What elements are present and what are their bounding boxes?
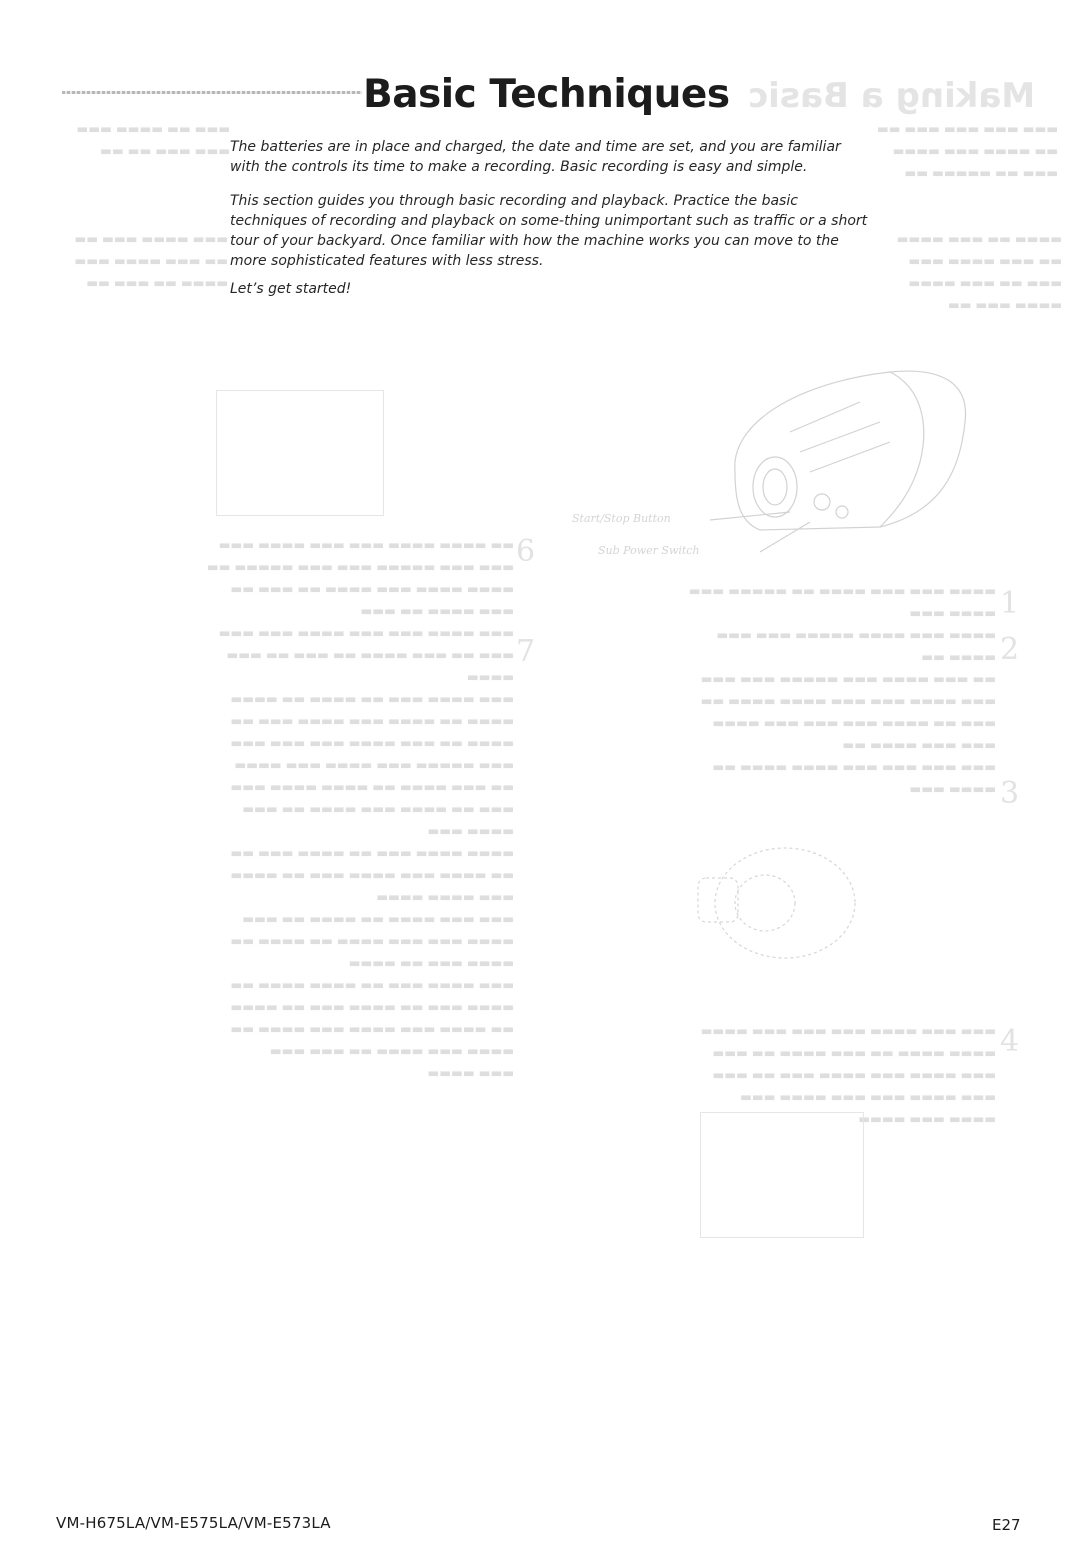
intro-closing: Let’s get started!	[230, 281, 352, 297]
show-through-text-right-upper: ▬▬▬▬ ▬▬▬ ▬▬▬ ▬▬▬▬ ▬▬ ▬▬▬▬▬ ▬▬▬ ▬▬▬▬ ▬▬▬ ▬▬▬▬ ▬▬▬ ▬▬▬▬ ▬▬▬▬▬ ▬▬▬ ▬▬▬ ▬▬▬▬ ▬▬ ▬▬ ▬▬▬ ▬▬▬▬ ▬▬▬ ▬▬▬▬▬ ▬▬▬ ▬▬▬ ▬▬▬ ▬▬▬▬ ▬▬▬ ▬▬▬ ▬▬▬▬ ▬▬▬▬ ▬▬ ▬▬▬ ▬▬ ▬▬▬▬ ▬▬▬ ▬▬▬ ▬▬▬ ▬▬▬▬ ▬▬▬ ▬▬▬ ▬▬▬▬ ▬▬ ▬▬▬ ▬▬▬ ▬▬▬ ▬▬▬ ▬▬▬▬ ▬▬▬▬ ▬▬ ▬▬▬▬ ▬▬▬	[688, 583, 996, 796]
show-through-screen-left	[216, 390, 384, 516]
show-through-heading: Making a Basic	[748, 76, 1036, 116]
show-through-text-mid-left: ▬▬▬ ▬▬▬▬ ▬▬▬ ▬▬ ▬▬ ▬▬▬ ▬▬▬▬ ▬▬▬ ▬▬▬▬ ▬▬ ▬▬▬ ▬▬	[74, 231, 228, 290]
show-through-step-1: 1	[1000, 586, 1020, 621]
svg-text:Sub Power Switch: Sub Power Switch	[598, 544, 700, 557]
show-through-text-top-left: ▬▬▬ ▬▬ ▬▬▬▬ ▬▬▬ ▬▬▬ ▬▬▬ ▬▬ ▬▬	[76, 121, 230, 158]
svg-text:Start/Stop Button: Start/Stop Button	[572, 512, 671, 525]
show-through-text-left-column: ▬▬ ▬▬▬▬ ▬▬▬▬ ▬▬▬ ▬▬▬ ▬▬▬▬ ▬▬▬ ▬▬▬ ▬▬▬ ▬▬▬▬▬ ▬▬▬ ▬▬▬ ▬▬▬▬▬ ▬▬ ▬▬▬▬ ▬▬▬▬ ▬▬▬ ▬▬▬▬ ▬▬ ▬▬▬ ▬▬ ▬▬▬ ▬▬▬▬ ▬▬ ▬▬▬ ▬▬▬ ▬▬▬▬ ▬▬▬ ▬▬▬ ▬▬▬▬ ▬▬▬ ▬▬▬ ▬▬▬ ▬▬ ▬▬▬ ▬▬▬▬ ▬▬ ▬▬▬ ▬▬ ▬▬▬ ▬▬▬▬ ▬▬▬ ▬▬▬▬ ▬▬▬ ▬▬ ▬▬▬▬ ▬▬ ▬▬▬▬ ▬▬▬▬ ▬▬ ▬▬▬▬ ▬▬▬ ▬▬▬▬ ▬▬▬ ▬▬ ▬▬▬▬ ▬▬ ▬▬▬ ▬▬▬▬ ▬▬▬ ▬▬▬ ▬▬▬ ▬▬▬ ▬▬▬▬▬ ▬▬▬ ▬▬▬▬ ▬▬▬ ▬▬▬▬ ▬▬ ▬▬▬ ▬▬▬▬ ▬▬ ▬▬▬▬ ▬▬▬▬ ▬▬▬ ▬▬▬ ▬▬ ▬▬▬▬ ▬▬▬ ▬▬▬▬ ▬▬ ▬▬▬ ▬▬▬▬ ▬▬▬ ▬▬▬▬ ▬▬▬▬ ▬▬▬ ▬▬ ▬▬▬▬ ▬▬▬ ▬▬ ▬▬ ▬▬▬▬ ▬▬▬ ▬▬▬▬ ▬▬▬ ▬▬ ▬▬▬▬ ▬▬▬ ▬▬▬▬ ▬▬▬▬ ▬▬▬ ▬▬▬ ▬▬▬▬ ▬▬ ▬▬▬▬ ▬▬ ▬▬▬ ▬▬▬▬ ▬▬▬ ▬▬▬ ▬▬▬▬ ▬▬ ▬▬▬▬ ▬▬ ▬▬▬▬ ▬▬▬ ▬▬ ▬▬▬▬ ▬▬▬ ▬▬▬▬ ▬▬▬ ▬▬ ▬▬▬▬ ▬▬▬▬ ▬▬ ▬▬▬▬ ▬▬▬ ▬▬ ▬▬▬▬ ▬▬▬ ▬▬ ▬▬▬▬ ▬▬ ▬▬▬▬ ▬▬▬ ▬▬▬▬ ▬▬▬ ▬▬▬▬ ▬▬ ▬▬▬▬ ▬▬▬ ▬▬▬▬ ▬▬ ▬▬▬ ▬▬▬ ▬▬▬ ▬▬▬▬	[206, 537, 514, 1080]
model-numbers: VM-H675LA/VM-E575LA/VM-E573LA	[56, 1514, 331, 1532]
intro-section	[230, 137, 870, 313]
show-through-text-right-lower: ▬▬▬ ▬▬▬ ▬▬▬▬ ▬▬▬ ▬▬▬ ▬▬▬ ▬▬▬▬ ▬▬▬▬ ▬▬▬▬ ▬▬ ▬▬▬ ▬▬▬▬ ▬▬ ▬▬▬ ▬▬▬ ▬▬▬▬ ▬▬▬ ▬▬▬▬ ▬▬▬ ▬▬ ▬▬▬ ▬▬▬ ▬▬▬▬ ▬▬▬ ▬▬▬ ▬▬▬▬ ▬▬▬ ▬▬▬▬ ▬▬▬ ▬▬▬▬	[700, 1023, 996, 1126]
intro-paragraph-1: The batteries are in place and charged, the date and time are set, and you are familiar with the controls its time to make a recording. Basic recording is easy and simple.	[230, 139, 841, 175]
power-switch-illustration	[690, 838, 870, 968]
show-through-step-7: 7	[516, 634, 536, 669]
show-through-screen-right	[700, 1112, 864, 1238]
page-number: E27	[992, 1516, 1021, 1534]
page-title: Basic Techniques	[363, 72, 730, 117]
show-through-step-3: 3	[1000, 776, 1020, 811]
show-through-text-mid-right: ▬▬▬▬ ▬▬ ▬▬▬ ▬▬▬▬ ▬▬ ▬▬▬ ▬▬▬▬ ▬▬▬ ▬▬▬ ▬▬ ▬▬▬ ▬▬▬▬ ▬▬▬▬ ▬▬▬ ▬▬	[896, 231, 1062, 312]
show-through-text-top-right: ▬▬▬ ▬▬▬ ▬▬▬ ▬▬▬ ▬▬ ▬▬ ▬▬▬▬ ▬▬▬ ▬▬▬▬ ▬▬▬ ▬▬ ▬▬▬▬▬ ▬▬	[876, 121, 1058, 180]
title-rule	[62, 91, 362, 94]
show-through-step-4: 4	[1000, 1024, 1020, 1059]
show-through-step-6: 6	[516, 534, 536, 569]
intro-paragraph-2: This section guides you through basic recording and playback. Practice the basic techniques of recording and playback on some-thing unimportant such as traffic or a short tour of your backyard. Once familiar with how the machine works you can move to the more sophisticated features with less stress.	[230, 193, 868, 269]
show-through-step-2: 2	[1000, 632, 1020, 667]
camcorder-illustration	[560, 362, 1000, 562]
